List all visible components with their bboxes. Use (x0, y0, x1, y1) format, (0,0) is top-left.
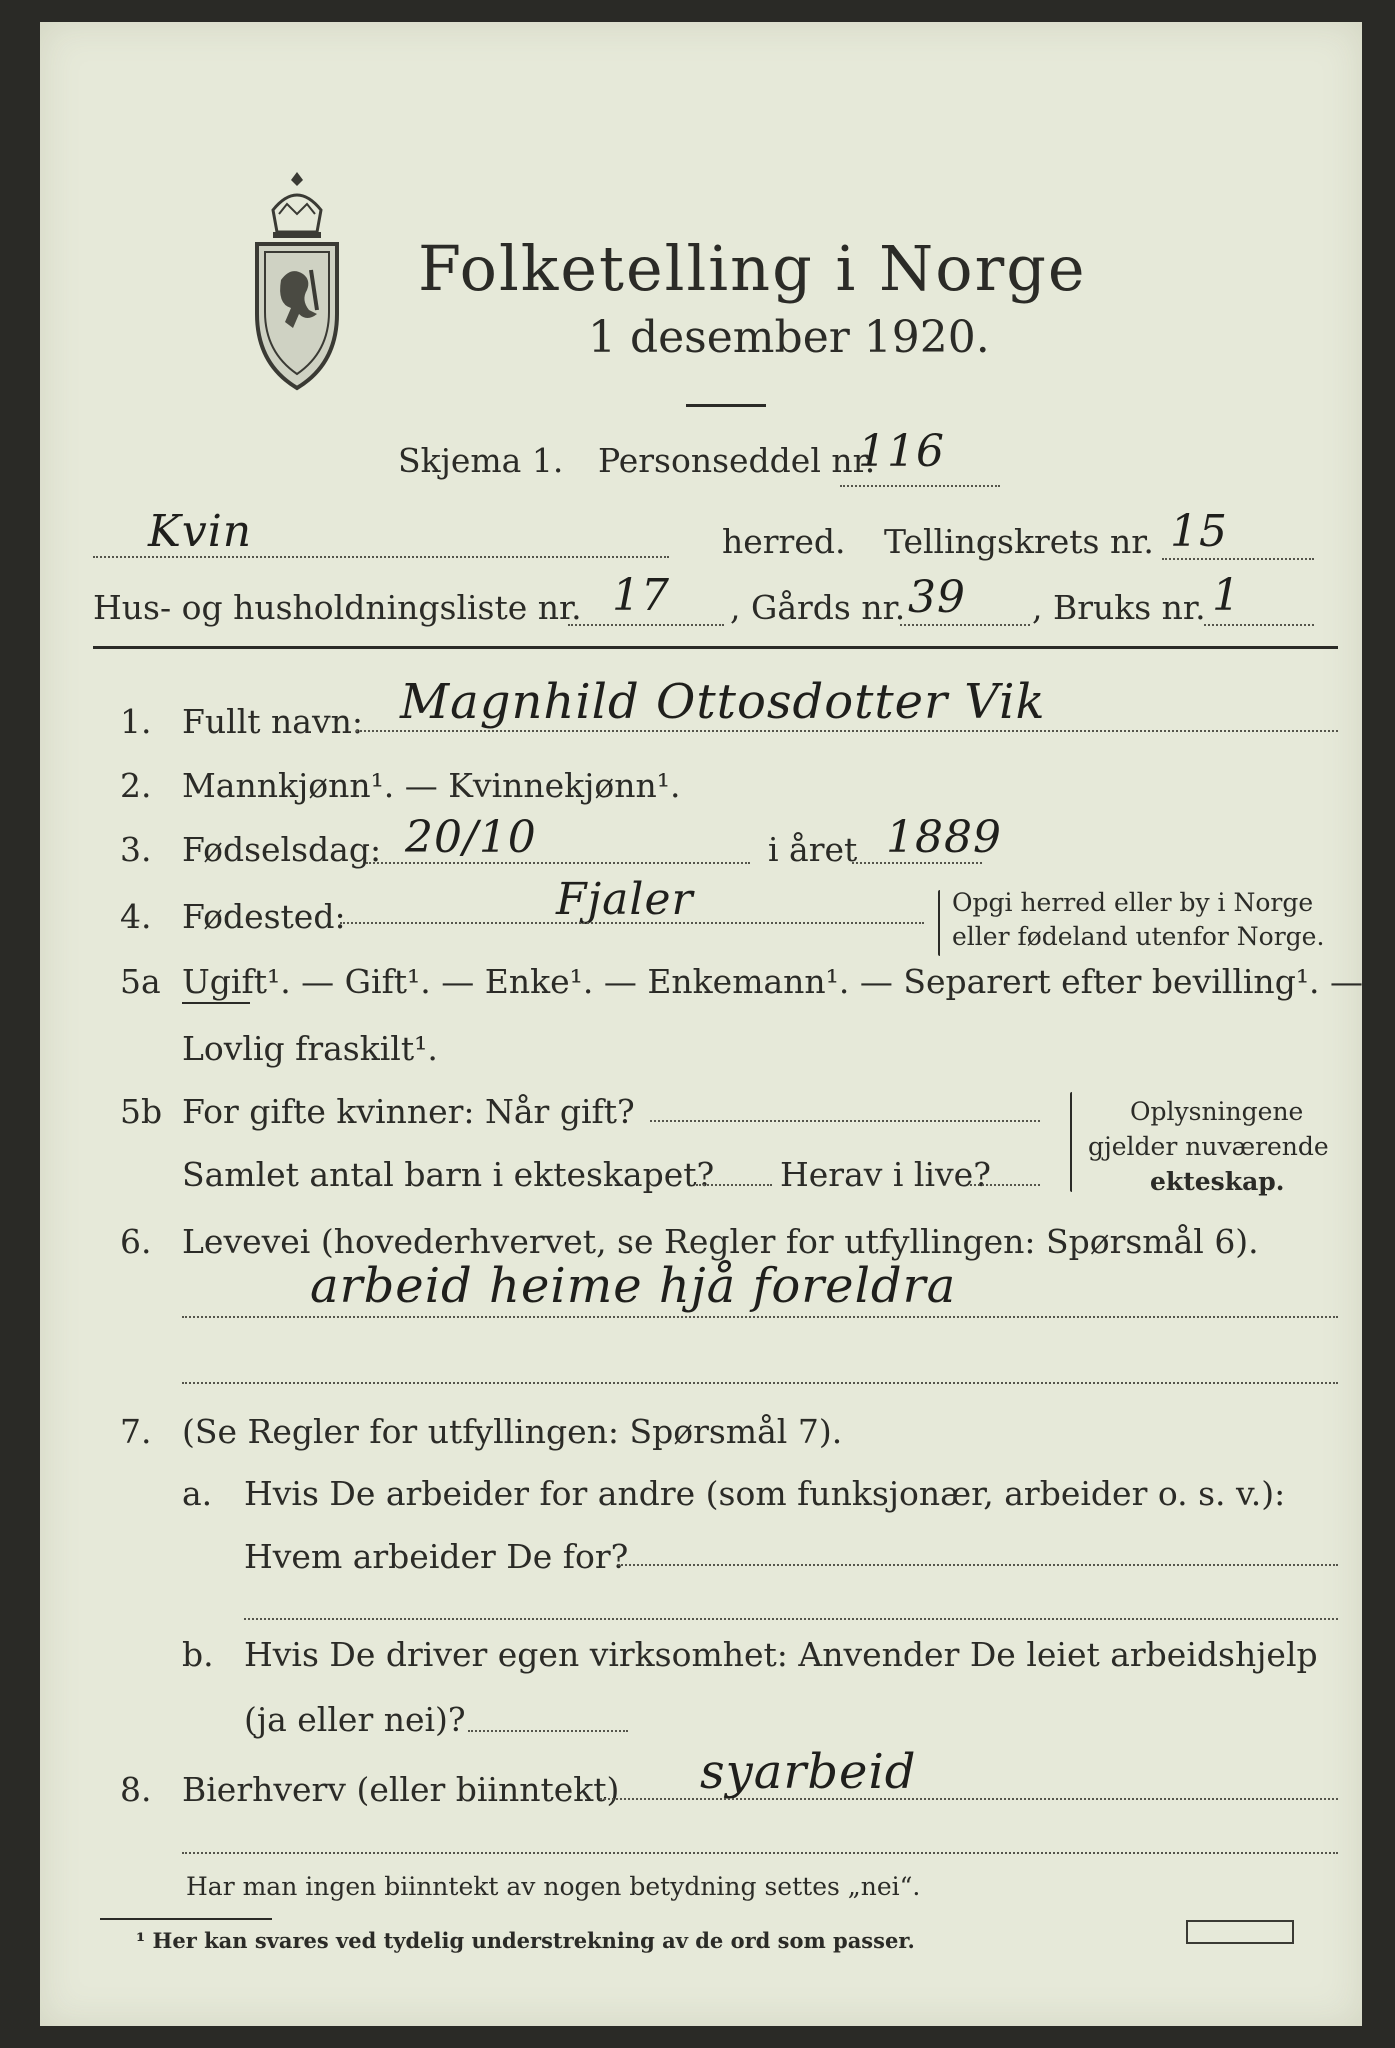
q8-value: syarbeid (700, 1744, 917, 1800)
q2-number: 2. (120, 766, 152, 805)
footnote-rule (100, 1918, 272, 1920)
bruks-label: , Bruks nr. (1032, 588, 1206, 627)
q7-label: (Se Regler for utfyllingen: Spørsmål 7). (182, 1412, 843, 1451)
q2-label: Mannkjønn¹. — Kvinnekjønn¹. (182, 766, 681, 805)
q7b-line2: (ja eller nei)? (244, 1700, 466, 1739)
q7b-line2-dots (468, 1730, 628, 1732)
q7a-letter: a. (182, 1474, 213, 1513)
q5b-line2b: Herav i live? (780, 1155, 991, 1194)
q5b-line2a-dots (696, 1184, 772, 1186)
hus-value: 17 (612, 570, 670, 621)
q5b-number: 5b (120, 1092, 163, 1131)
q5b-note1: Oplysningene (1130, 1097, 1304, 1126)
ugift-underline (182, 1002, 250, 1004)
gards-line (900, 624, 1030, 626)
q7a-line2: Hvem arbeider De for? (244, 1537, 629, 1576)
hus-label: Hus- og husholdningsliste nr. (93, 588, 582, 627)
q4-number: 4. (120, 897, 152, 936)
q8-line2 (182, 1852, 1338, 1854)
footer-note: Har man ingen biinntekt av nogen betydning settes „nei“. (186, 1872, 921, 1901)
q6-line1 (182, 1316, 1338, 1318)
q7a-line2-dots (618, 1564, 1338, 1566)
q4-line (340, 922, 924, 924)
herred-label: herred. (722, 522, 846, 561)
q5b-note3: ekteskap. (1150, 1167, 1285, 1196)
q7b-letter: b. (182, 1635, 214, 1674)
q3-line (366, 862, 750, 864)
q4-value: Fjaler (556, 874, 694, 925)
gards-value: 39 (908, 572, 966, 623)
printer-stamp (1186, 1920, 1294, 1944)
personseddel-line (840, 485, 1000, 487)
title-divider (686, 404, 766, 407)
q5a-line2: Lovlig fraskilt¹. (182, 1029, 438, 1068)
gards-label: , Gårds nr. (730, 588, 906, 627)
footnote: ¹ Her kan svares ved tydelig understrekning av de ord som passer. (136, 1928, 915, 1953)
q8-number: 8. (120, 1770, 152, 1809)
personseddel-label: Personseddel nr. (598, 441, 876, 480)
q7b-line1: Hvis De driver egen virksomhet: Anvender De leiet arbeidshjelp (244, 1635, 1318, 1674)
q5b-line2a: Samlet antal barn i ekteskapet? (182, 1155, 715, 1194)
q7a-line1: Hvis De arbeider for andre (som funksjonær, arbeider o. s. v.): (244, 1474, 1286, 1513)
herred-line (93, 556, 669, 558)
q4-bracket (938, 890, 940, 956)
q4-note-line1: Opgi herred eller by i Norge (952, 888, 1314, 917)
q1-value: Magnhild Ottosdotter Vik (400, 674, 1046, 730)
q1-label: Fullt navn: (182, 702, 363, 741)
q8-line1 (600, 1798, 1338, 1800)
q3-number: 3. (120, 830, 152, 869)
header-separator (93, 646, 1338, 649)
bruks-line (1204, 624, 1314, 626)
q4-note-line2: eller fødeland utenfor Norge. (952, 922, 1325, 951)
skjema-label: Skjema 1. (398, 441, 564, 480)
q6-number: 6. (120, 1222, 152, 1261)
q5b-line1: For gifte kvinner: Når gift? (182, 1092, 635, 1131)
tellingskrets-line (1162, 558, 1314, 560)
q7a-line3-dots (244, 1618, 1338, 1620)
q6-value: arbeid heime hjå foreldra (310, 1258, 957, 1314)
herred-value: Kvin (148, 506, 253, 557)
q3-year-label: i året (768, 830, 858, 869)
census-form-page (40, 22, 1362, 2026)
q1-number: 1. (120, 702, 152, 741)
q5b-line1-dots (650, 1120, 1040, 1122)
hus-line (568, 624, 724, 626)
q6-line2 (182, 1382, 1338, 1384)
q8-label: Bierhverv (eller biinntekt) (182, 1770, 620, 1809)
q5b-bracket (1070, 1092, 1072, 1192)
q7-number: 7. (120, 1412, 152, 1451)
q5b-note2: gjelder nuværende (1088, 1132, 1329, 1161)
form-title: Folketelling i Norge (418, 232, 1087, 305)
q3-label: Fødselsdag: (182, 830, 382, 869)
form-date: 1 desember 1920. (588, 312, 990, 363)
q6-label: Levevei (hovederhvervet, se Regler for utfyllingen: Spørsmål 6). (182, 1222, 1259, 1261)
q3-value: 20/10 (405, 812, 537, 863)
personseddel-value: 116 (858, 426, 945, 477)
tellingskrets-label: Tellingskrets nr. (884, 522, 1154, 561)
q1-line (356, 730, 1338, 732)
tellingskrets-value: 15 (1170, 506, 1228, 557)
q4-label: Fødested: (182, 897, 346, 936)
bruks-value: 1 (1212, 570, 1241, 621)
q3-year-line (852, 862, 982, 864)
q5a-line1: Ugift¹. — Gift¹. — Enke¹. — Enkemann¹. — Separert efter bevilling¹. — (182, 962, 1364, 1001)
q5b-line2b-dots (970, 1184, 1040, 1186)
coat-of-arms-icon (251, 170, 343, 392)
q3-year-value: 1889 (886, 812, 1002, 863)
q5a-number: 5a (120, 962, 161, 1001)
